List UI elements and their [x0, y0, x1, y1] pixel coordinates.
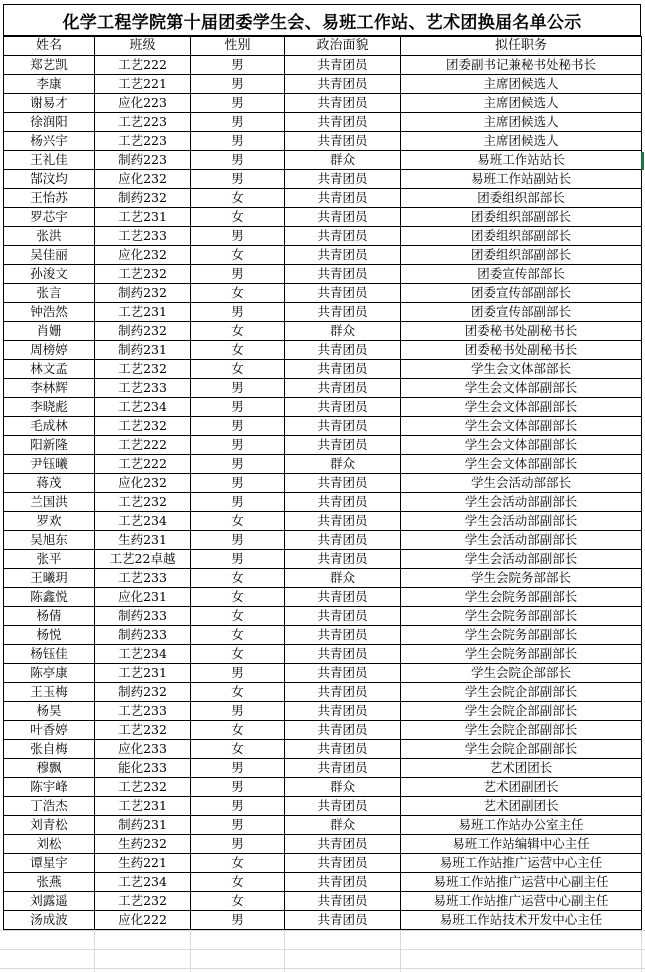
cell-position[interactable]: 易班工作站推广运营中心副主任 [401, 892, 642, 911]
cell-position[interactable]: 学生会院务部副部长 [401, 626, 642, 645]
cell-position[interactable]: 艺术团副团长 [401, 797, 642, 816]
cell-gender[interactable]: 男 [191, 303, 285, 322]
cell-position[interactable]: 团委宣传部副部长 [401, 303, 642, 322]
cell-name[interactable]: 谢易才 [4, 94, 95, 113]
cell-class[interactable]: 应化232 [95, 170, 191, 189]
table-row [4, 550, 642, 569]
cell-political-status[interactable]: 共青团员 [285, 360, 401, 379]
cell-gender[interactable]: 男 [191, 436, 285, 455]
cell-name[interactable]: 刘青松 [4, 816, 95, 835]
cell-political-status[interactable]: 共青团员 [285, 113, 401, 132]
cell-gender[interactable]: 女 [191, 854, 285, 873]
cell-position[interactable]: 学生会活动部副部长 [401, 550, 642, 569]
cell-political-status[interactable]: 共青团员 [285, 531, 401, 550]
table-row [4, 588, 642, 607]
cell-class[interactable]: 工艺233 [95, 227, 191, 246]
cell-position[interactable]: 学生会活动部副部长 [401, 531, 642, 550]
cell-position[interactable]: 易班工作站站长 [401, 151, 642, 170]
cell-gender[interactable]: 男 [191, 816, 285, 835]
table-row [4, 113, 642, 132]
cell-political-status[interactable]: 共青团员 [285, 75, 401, 94]
cell-name[interactable]: 毛成林 [4, 417, 95, 436]
cell-class[interactable]: 工艺234 [95, 512, 191, 531]
cell-name[interactable]: 杨悦 [4, 626, 95, 645]
cell-gender[interactable]: 男 [191, 911, 285, 930]
cell-political-status[interactable]: 共青团员 [285, 170, 401, 189]
table-row [4, 702, 642, 721]
cell-gender[interactable]: 女 [191, 892, 285, 911]
cell-name[interactable]: 林文孟 [4, 360, 95, 379]
cell-position[interactable]: 主席团候选人 [401, 94, 642, 113]
table-row [4, 341, 642, 360]
cell-gender[interactable]: 女 [191, 189, 285, 208]
cell-class[interactable]: 工艺222 [95, 56, 191, 75]
cell-name[interactable]: 陈鑫悦 [4, 588, 95, 607]
cell-class[interactable]: 工艺232 [95, 721, 191, 740]
table-row [4, 455, 642, 474]
table-row [4, 493, 642, 512]
table-row [4, 626, 642, 645]
gridline [400, 930, 401, 972]
cell-political-status[interactable]: 共青团员 [285, 265, 401, 284]
table-row [4, 854, 642, 873]
cell-position[interactable]: 易班工作站副站长 [401, 170, 642, 189]
cell-class[interactable]: 工艺234 [95, 398, 191, 417]
table-row [4, 303, 642, 322]
cell-name[interactable]: 刘露遥 [4, 892, 95, 911]
cell-position[interactable]: 学生会院企部副部长 [401, 683, 642, 702]
roster-table [3, 36, 642, 930]
cell-position[interactable]: 学生会院务部副部长 [401, 588, 642, 607]
cell-position[interactable]: 团委副书记兼秘书处秘书长 [401, 56, 642, 75]
table-row [4, 75, 642, 94]
table-row [4, 246, 642, 265]
cell-political-status[interactable]: 共青团员 [285, 341, 401, 360]
cell-political-status[interactable]: 群众 [285, 455, 401, 474]
cell-position[interactable]: 学生会文体部副部长 [401, 436, 642, 455]
cell-class[interactable]: 制药232 [95, 284, 191, 303]
cell-class[interactable]: 制药233 [95, 626, 191, 645]
table-row [4, 512, 642, 531]
cell-name[interactable]: 杨兴宇 [4, 132, 95, 151]
cell-name[interactable]: 穆飘 [4, 759, 95, 778]
table-row [4, 417, 642, 436]
cell-class[interactable]: 制药233 [95, 607, 191, 626]
cell-political-status[interactable]: 共青团员 [285, 227, 401, 246]
cell-class[interactable]: 应化231 [95, 588, 191, 607]
cell-gender[interactable]: 女 [191, 873, 285, 892]
cell-class[interactable]: 工艺234 [95, 873, 191, 892]
gridline [94, 930, 95, 972]
cell-position[interactable]: 主席团候选人 [401, 132, 642, 151]
cell-position[interactable]: 主席团候选人 [401, 75, 642, 94]
gridline [284, 930, 285, 972]
cell-gender[interactable]: 男 [191, 702, 285, 721]
cell-name[interactable]: 张洪 [4, 227, 95, 246]
table-row [4, 892, 642, 911]
cell-political-status[interactable]: 共青团员 [285, 436, 401, 455]
cell-position[interactable]: 易班工作站推广运营中心副主任 [401, 873, 642, 892]
cell-political-status[interactable]: 共青团员 [285, 550, 401, 569]
cell-class[interactable]: 工艺231 [95, 664, 191, 683]
cell-class[interactable]: 能化233 [95, 759, 191, 778]
cell-gender[interactable]: 女 [191, 360, 285, 379]
page-title[interactable]: 化学工程学院第十届团委学生会、易班工作站、艺术团换届名单公示 [3, 4, 641, 36]
cell-gender[interactable]: 女 [191, 588, 285, 607]
cell-name[interactable]: 郑艺凯 [4, 56, 95, 75]
cell-name[interactable]: 徐润阳 [4, 113, 95, 132]
cell-name[interactable]: 张燕 [4, 873, 95, 892]
table-row [4, 379, 642, 398]
cell-position[interactable]: 艺术团团长 [401, 759, 642, 778]
cell-gender[interactable]: 男 [191, 113, 285, 132]
cell-political-status[interactable]: 共青团员 [285, 892, 401, 911]
cell-class[interactable]: 制药223 [95, 151, 191, 170]
cell-gender[interactable]: 女 [191, 569, 285, 588]
column-header-political-status[interactable]: 政治面貌 [285, 37, 401, 56]
cell-political-status[interactable]: 共青团员 [285, 854, 401, 873]
column-header-position[interactable]: 拟任职务 [401, 37, 642, 56]
cell-gender[interactable]: 女 [191, 322, 285, 341]
cell-class[interactable]: 工艺231 [95, 208, 191, 227]
cell-gender[interactable]: 女 [191, 246, 285, 265]
cell-class[interactable]: 制药232 [95, 322, 191, 341]
table-row [4, 170, 642, 189]
cell-gender[interactable]: 女 [191, 721, 285, 740]
cell-class[interactable]: 工艺223 [95, 113, 191, 132]
cell-political-status[interactable]: 共青团员 [285, 512, 401, 531]
cell-political-status[interactable]: 共青团员 [285, 664, 401, 683]
cell-position[interactable]: 学生会院务部部长 [401, 569, 642, 588]
cell-gender[interactable]: 女 [191, 645, 285, 664]
cell-class[interactable]: 工艺232 [95, 360, 191, 379]
cell-class[interactable]: 制药231 [95, 816, 191, 835]
cell-gender[interactable]: 男 [191, 664, 285, 683]
cell-political-status[interactable]: 共青团员 [285, 493, 401, 512]
cell-political-status[interactable]: 共青团员 [285, 94, 401, 113]
table-row [4, 683, 642, 702]
cell-gender[interactable]: 男 [191, 474, 285, 493]
cell-name[interactable]: 张平 [4, 550, 95, 569]
cell-gender[interactable]: 男 [191, 778, 285, 797]
cell-position[interactable]: 易班工作站编辑中心主任 [401, 835, 642, 854]
cell-class[interactable]: 工艺223 [95, 132, 191, 151]
table-row [4, 911, 642, 930]
header-row [4, 37, 642, 56]
table-row [4, 873, 642, 892]
cell-gender[interactable]: 男 [191, 379, 285, 398]
cell-name[interactable]: 兰国洪 [4, 493, 95, 512]
cell-class[interactable]: 应化232 [95, 474, 191, 493]
cell-gender[interactable]: 男 [191, 493, 285, 512]
cell-position[interactable]: 学生会院企部副部长 [401, 740, 642, 759]
gridline [190, 930, 191, 972]
gridline [641, 930, 642, 972]
cell-class[interactable]: 生药232 [95, 835, 191, 854]
cell-position[interactable]: 学生会活动部副部长 [401, 493, 642, 512]
cell-name[interactable]: 周榜婷 [4, 341, 95, 360]
cell-name[interactable]: 谭星宇 [4, 854, 95, 873]
cell-name[interactable]: 杨昊 [4, 702, 95, 721]
cell-gender[interactable]: 女 [191, 512, 285, 531]
cell-political-status[interactable]: 共青团员 [285, 588, 401, 607]
cell-political-status[interactable]: 共青团员 [285, 474, 401, 493]
cell-class[interactable]: 工艺232 [95, 265, 191, 284]
table-row [4, 360, 642, 379]
cell-name[interactable]: 杨钰佳 [4, 645, 95, 664]
cell-class[interactable]: 工艺231 [95, 303, 191, 322]
cell-political-status[interactable]: 共青团员 [285, 759, 401, 778]
gridline [0, 949, 645, 950]
cell-position[interactable]: 学生会活动部部长 [401, 474, 642, 493]
cell-name[interactable]: 孙浚文 [4, 265, 95, 284]
cell-position[interactable]: 团委组织部副部长 [401, 227, 642, 246]
cell-gender[interactable]: 男 [191, 417, 285, 436]
cell-name[interactable]: 罗芯宇 [4, 208, 95, 227]
cell-name[interactable]: 汤成波 [4, 911, 95, 930]
cell-name[interactable]: 肖姗 [4, 322, 95, 341]
cell-class[interactable]: 工艺233 [95, 569, 191, 588]
cell-political-status[interactable]: 共青团员 [285, 284, 401, 303]
cell-political-status[interactable]: 群众 [285, 322, 401, 341]
cell-position[interactable]: 学生会院企部副部长 [401, 721, 642, 740]
cell-name[interactable]: 张言 [4, 284, 95, 303]
cell-gender[interactable]: 男 [191, 265, 285, 284]
cell-gender[interactable]: 男 [191, 132, 285, 151]
table-row [4, 531, 642, 550]
cell-name[interactable]: 钟浩然 [4, 303, 95, 322]
selection-marker [641, 152, 644, 170]
cell-political-status[interactable]: 共青团员 [285, 797, 401, 816]
cell-gender[interactable]: 男 [191, 797, 285, 816]
cell-name[interactable]: 罗欢 [4, 512, 95, 531]
cell-position[interactable]: 团委秘书处副秘书长 [401, 341, 642, 360]
cell-gender[interactable]: 男 [191, 56, 285, 75]
cell-gender[interactable]: 女 [191, 208, 285, 227]
cell-position[interactable]: 学生会活动部副部长 [401, 512, 642, 531]
cell-position[interactable]: 学生会院企部副部长 [401, 702, 642, 721]
cell-political-status[interactable]: 共青团员 [285, 835, 401, 854]
cell-gender[interactable]: 男 [191, 531, 285, 550]
cell-political-status[interactable]: 共青团员 [285, 645, 401, 664]
cell-class[interactable]: 工艺231 [95, 797, 191, 816]
cell-position[interactable]: 团委组织部部长 [401, 189, 642, 208]
cell-name[interactable]: 蒋茂 [4, 474, 95, 493]
cell-gender[interactable]: 女 [191, 626, 285, 645]
cell-name[interactable]: 叶香婷 [4, 721, 95, 740]
cell-name[interactable]: 刘松 [4, 835, 95, 854]
cell-position[interactable]: 易班工作站办公室主任 [401, 816, 642, 835]
table-row [4, 151, 642, 170]
table-row [4, 740, 642, 759]
cell-gender[interactable]: 女 [191, 284, 285, 303]
table-row [4, 398, 642, 417]
cell-gender[interactable]: 男 [191, 170, 285, 189]
cell-political-status[interactable]: 共青团员 [285, 208, 401, 227]
cell-position[interactable]: 学生会文体部副部长 [401, 379, 642, 398]
cell-position[interactable]: 团委组织部副部长 [401, 208, 642, 227]
cell-name[interactable]: 陈亭康 [4, 664, 95, 683]
cell-position[interactable]: 团委秘书处副秘书长 [401, 322, 642, 341]
cell-political-status[interactable]: 共青团员 [285, 417, 401, 436]
cell-class[interactable]: 工艺234 [95, 645, 191, 664]
table-row [4, 56, 642, 75]
cell-political-status[interactable]: 共青团员 [285, 911, 401, 930]
cell-name[interactable]: 尹钰曦 [4, 455, 95, 474]
cell-class[interactable]: 应化222 [95, 911, 191, 930]
cell-position[interactable]: 学生会院企部部长 [401, 664, 642, 683]
table-row [4, 208, 642, 227]
cell-class[interactable]: 工艺22卓越 [95, 550, 191, 569]
cell-position[interactable]: 团委宣传部副部长 [401, 284, 642, 303]
cell-position[interactable]: 艺术团副团长 [401, 778, 642, 797]
cell-gender[interactable]: 男 [191, 398, 285, 417]
cell-class[interactable]: 制药232 [95, 683, 191, 702]
table-row [4, 816, 642, 835]
cell-name[interactable]: 王怡苏 [4, 189, 95, 208]
cell-class[interactable]: 工艺222 [95, 436, 191, 455]
cell-political-status[interactable]: 共青团员 [285, 740, 401, 759]
cell-position[interactable]: 学生会文体部副部长 [401, 455, 642, 474]
cell-class[interactable]: 生药221 [95, 854, 191, 873]
cell-position[interactable]: 学生会文体部部长 [401, 360, 642, 379]
gridline [0, 930, 645, 931]
table-row [4, 322, 642, 341]
cell-political-status[interactable]: 群众 [285, 816, 401, 835]
cell-class[interactable]: 工艺232 [95, 778, 191, 797]
cell-position[interactable]: 学生会院务部副部长 [401, 607, 642, 626]
gridline [0, 968, 645, 969]
table-row [4, 664, 642, 683]
cell-gender[interactable]: 女 [191, 683, 285, 702]
cell-position[interactable]: 学生会文体部副部长 [401, 417, 642, 436]
cell-name[interactable]: 吴佳丽 [4, 246, 95, 265]
cell-name[interactable]: 王玉梅 [4, 683, 95, 702]
cell-political-status[interactable]: 共青团员 [285, 626, 401, 645]
cell-political-status[interactable]: 共青团员 [285, 189, 401, 208]
table-row [4, 265, 642, 284]
cell-political-status[interactable]: 共青团员 [285, 303, 401, 322]
cell-political-status[interactable]: 共青团员 [285, 379, 401, 398]
cell-class[interactable]: 工艺222 [95, 455, 191, 474]
cell-position[interactable]: 易班工作站技术开发中心主任 [401, 911, 642, 930]
cell-political-status[interactable]: 群众 [285, 151, 401, 170]
table-row [4, 607, 642, 626]
cell-name[interactable]: 吴旭东 [4, 531, 95, 550]
cell-position[interactable]: 团委宣传部部长 [401, 265, 642, 284]
cell-name[interactable]: 王礼佳 [4, 151, 95, 170]
table-row [4, 797, 642, 816]
cell-gender[interactable]: 男 [191, 75, 285, 94]
cell-class[interactable]: 工艺232 [95, 417, 191, 436]
table-row [4, 721, 642, 740]
cell-political-status[interactable]: 共青团员 [285, 683, 401, 702]
cell-class[interactable]: 制药231 [95, 341, 191, 360]
cell-political-status[interactable]: 共青团员 [285, 132, 401, 151]
table-row [4, 132, 642, 151]
table-row [4, 227, 642, 246]
cell-position[interactable]: 团委组织部副部长 [401, 246, 642, 265]
cell-name[interactable]: 王曦玥 [4, 569, 95, 588]
cell-class[interactable]: 工艺232 [95, 892, 191, 911]
cell-gender[interactable]: 女 [191, 740, 285, 759]
cell-political-status[interactable]: 群众 [285, 569, 401, 588]
cell-political-status[interactable]: 共青团员 [285, 246, 401, 265]
cell-class[interactable]: 制药232 [95, 189, 191, 208]
cell-political-status[interactable]: 共青团员 [285, 398, 401, 417]
cell-class[interactable]: 工艺221 [95, 75, 191, 94]
column-header-name[interactable]: 姓名 [4, 37, 95, 56]
cell-gender[interactable]: 女 [191, 341, 285, 360]
cell-name[interactable]: 陈宇峰 [4, 778, 95, 797]
cell-political-status[interactable]: 共青团员 [285, 702, 401, 721]
cell-class[interactable]: 应化233 [95, 740, 191, 759]
cell-gender[interactable]: 男 [191, 94, 285, 113]
column-header-gender[interactable]: 性别 [191, 37, 285, 56]
cell-class[interactable]: 应化232 [95, 246, 191, 265]
table-row [4, 189, 642, 208]
cell-political-status[interactable]: 群众 [285, 778, 401, 797]
cell-political-status[interactable]: 共青团员 [285, 873, 401, 892]
cell-name[interactable]: 阳新隆 [4, 436, 95, 455]
cell-gender[interactable]: 男 [191, 550, 285, 569]
table-row [4, 759, 642, 778]
table-row [4, 778, 642, 797]
cell-gender[interactable]: 男 [191, 835, 285, 854]
cell-position[interactable]: 学生会文体部副部长 [401, 398, 642, 417]
cell-gender[interactable]: 男 [191, 227, 285, 246]
cell-name[interactable]: 李林辉 [4, 379, 95, 398]
cell-position[interactable]: 学生会院务部副部长 [401, 645, 642, 664]
table-row [4, 835, 642, 854]
cell-gender[interactable]: 男 [191, 759, 285, 778]
cell-gender[interactable]: 男 [191, 151, 285, 170]
cell-class[interactable]: 应化223 [95, 94, 191, 113]
cell-political-status[interactable]: 共青团员 [285, 56, 401, 75]
cell-political-status[interactable]: 共青团员 [285, 607, 401, 626]
table-row [4, 474, 642, 493]
cell-position[interactable]: 主席团候选人 [401, 113, 642, 132]
cell-position[interactable]: 易班工作站推广运营中心主任 [401, 854, 642, 873]
cell-class[interactable]: 工艺233 [95, 702, 191, 721]
cell-political-status[interactable]: 共青团员 [285, 721, 401, 740]
column-header-class[interactable]: 班级 [95, 37, 191, 56]
cell-name[interactable]: 李晓彪 [4, 398, 95, 417]
cell-name[interactable]: 张自梅 [4, 740, 95, 759]
cell-name[interactable]: 李康 [4, 75, 95, 94]
cell-gender[interactable]: 男 [191, 455, 285, 474]
table-row [4, 284, 642, 303]
table-row [4, 94, 642, 113]
empty-grid-area [0, 930, 645, 972]
cell-name[interactable]: 杨倩 [4, 607, 95, 626]
cell-gender[interactable]: 女 [191, 607, 285, 626]
table-row [4, 569, 642, 588]
cell-name[interactable]: 郜汶均 [4, 170, 95, 189]
table-row [4, 436, 642, 455]
cell-class[interactable]: 生药231 [95, 531, 191, 550]
cell-name[interactable]: 丁浩杰 [4, 797, 95, 816]
roster-body [4, 56, 642, 930]
cell-class[interactable]: 工艺232 [95, 493, 191, 512]
table-row [4, 645, 642, 664]
cell-class[interactable]: 工艺233 [95, 379, 191, 398]
